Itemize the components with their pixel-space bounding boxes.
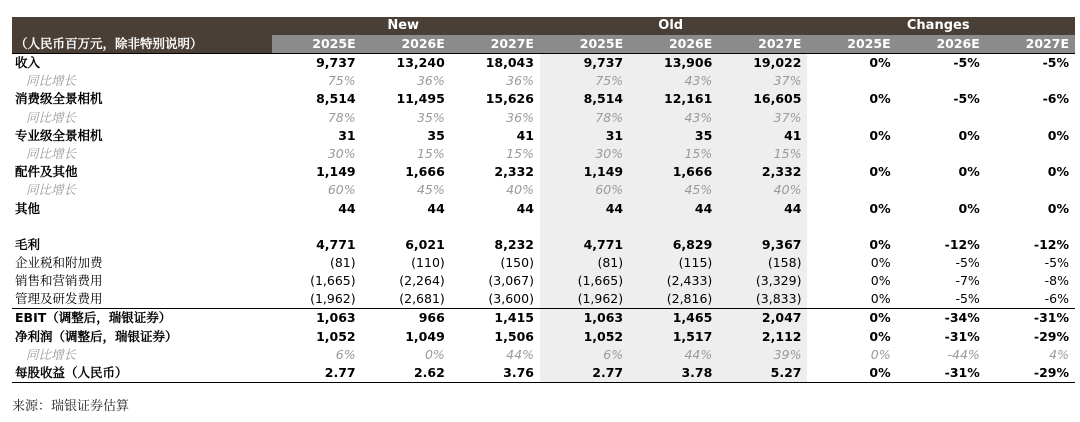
table-cell: 43% — [629, 72, 718, 90]
table-cell: (1,962) — [540, 290, 629, 309]
table-cell: 2.77 — [272, 364, 361, 383]
table-cell: 1,517 — [629, 327, 718, 345]
table-cell: 44 — [629, 200, 718, 218]
table-cell — [897, 181, 986, 199]
table-cell: 1,506 — [494, 328, 534, 344]
table-cell: -31% — [944, 328, 980, 344]
table-cell: 30% — [327, 146, 356, 162]
table-cell: 0% — [870, 291, 891, 307]
table-cell — [897, 145, 986, 163]
table-cell: 4,771 — [540, 236, 629, 254]
year-header: 2025E — [540, 35, 629, 54]
year-header: 2026E — [629, 35, 718, 54]
table-cell: 19,022 — [718, 54, 807, 73]
group-header-row — [12, 17, 1075, 35]
year-header: 2027E — [986, 35, 1075, 54]
table-cell: 0% — [807, 309, 896, 328]
table-cell — [986, 145, 1075, 163]
table-cell: 16,605 — [718, 90, 807, 108]
row-label: 同比增长 — [26, 73, 77, 89]
table-cell: 31 — [540, 127, 629, 145]
row-label: 消费级全景相机 — [15, 91, 103, 107]
table-cell: 11,495 — [396, 91, 445, 107]
table-cell: 1,052 — [540, 327, 629, 345]
table-cell: 36% — [506, 109, 534, 125]
table-cell: -6% — [1044, 291, 1069, 307]
source-note: 来源：瑞银证券估算 — [12, 399, 130, 414]
table-cell — [897, 72, 986, 90]
table-cell: 75% — [327, 73, 356, 89]
table-cell: 1,063 — [272, 309, 361, 328]
row-label: 专业级全景相机 — [15, 127, 103, 143]
table-cell: 35 — [427, 127, 445, 143]
table-cell: 1,149 — [540, 163, 629, 181]
table-cell: 44 — [427, 200, 445, 216]
row-label: 同比增长 — [26, 346, 77, 362]
table-cell: (1,665) — [540, 272, 629, 290]
table-cell: 0% — [869, 127, 891, 143]
table-cell: 18,043 — [451, 54, 540, 73]
table-cell: 15% — [718, 145, 807, 163]
table-cell: 60% — [327, 182, 356, 198]
table-cell: 1,063 — [540, 309, 629, 328]
table-cell: 44 — [540, 200, 629, 218]
table-cell: 0% — [1047, 200, 1069, 216]
table-cell: -31% — [986, 309, 1075, 328]
table-cell: 3.78 — [629, 364, 718, 383]
table-cell — [897, 218, 986, 236]
row-label — [12, 218, 272, 236]
table-cell: 41 — [718, 127, 807, 145]
table-row — [12, 200, 1075, 218]
year-header: 2027E — [718, 35, 807, 54]
table-cell: (81) — [540, 254, 629, 272]
table-cell: 2.77 — [540, 364, 629, 383]
table-cell: (3,329) — [718, 272, 807, 290]
table-cell — [986, 218, 1075, 236]
table-row — [12, 109, 1075, 127]
table-cell: 41 — [516, 127, 534, 143]
table-cell: 1,666 — [629, 163, 718, 181]
table-cell: 0% — [807, 364, 896, 383]
table-row — [12, 290, 1075, 309]
row-label: 销售和营销费用 — [15, 273, 103, 289]
table-cell: 36% — [416, 73, 445, 89]
table-cell: 1,049 — [405, 328, 445, 344]
table-cell: 0% — [807, 54, 896, 73]
row-label: 其他 — [15, 200, 41, 216]
table-cell: 966 — [362, 309, 451, 328]
table-row — [12, 181, 1075, 199]
table-cell: -12% — [1033, 236, 1069, 252]
table-cell: 40% — [718, 181, 807, 199]
row-label: 管理及研发费用 — [15, 291, 103, 307]
table-cell: 60% — [540, 181, 629, 199]
row-label: 同比增长 — [26, 146, 77, 162]
table-cell: -31% — [897, 364, 986, 383]
table-cell: 15% — [506, 146, 534, 162]
table-cell: 15,626 — [485, 91, 534, 107]
table-cell: -5% — [986, 54, 1075, 73]
table-cell — [897, 109, 986, 127]
group-header-old: Old — [540, 17, 808, 35]
table-cell: (81) — [329, 255, 356, 271]
table-cell — [986, 72, 1075, 90]
table-cell: 2,112 — [718, 327, 807, 345]
table-cell: -29% — [986, 364, 1075, 383]
row-label: 同比增长 — [26, 182, 77, 198]
table-row — [12, 163, 1075, 181]
table-cell: 44 — [338, 200, 356, 216]
table-cell: 8,514 — [540, 90, 629, 108]
table-cell: (3,067) — [488, 273, 534, 289]
table-cell: -5% — [955, 291, 980, 307]
table-cell: 0% — [958, 200, 980, 216]
table-cell — [807, 145, 896, 163]
year-header: 2026E — [362, 35, 451, 54]
table-cell: 44 — [718, 200, 807, 218]
row-label: 企业税和附加费 — [15, 255, 103, 271]
table-cell: (2,433) — [629, 272, 718, 290]
table-cell: 13,240 — [362, 54, 451, 73]
table-cell: 5.27 — [718, 364, 807, 383]
table-cell: 0% — [869, 91, 891, 107]
table-cell — [986, 109, 1075, 127]
table-cell — [362, 218, 451, 236]
table-cell: 35 — [629, 127, 718, 145]
table-cell: 6,829 — [629, 236, 718, 254]
table-cell: 44 — [516, 200, 534, 216]
table-cell — [807, 181, 896, 199]
table-cell: 78% — [327, 109, 356, 125]
table-row — [12, 54, 1075, 73]
table-cell: (3,600) — [488, 291, 534, 307]
row-label: 每股收益（人民币） — [12, 364, 272, 383]
table-cell — [272, 218, 361, 236]
table-cell: 44% — [629, 346, 718, 364]
table-cell: 4% — [1049, 346, 1069, 362]
table-cell: 8,232 — [494, 236, 534, 252]
table-cell: 0% — [869, 328, 891, 344]
table-cell: 6% — [335, 346, 356, 362]
table-cell: 0% — [1047, 164, 1069, 180]
table-cell — [451, 218, 540, 236]
table-cell: 39% — [718, 346, 807, 364]
table-cell: 9,737 — [272, 54, 361, 73]
table-cell: (115) — [629, 254, 718, 272]
group-header-changes: Changes — [807, 17, 1075, 35]
table-cell: 0% — [958, 127, 980, 143]
table-row — [12, 145, 1075, 163]
table-cell: 78% — [540, 109, 629, 127]
table-cell: 75% — [540, 72, 629, 90]
table-cell: -44% — [947, 346, 980, 362]
table-cell: -6% — [1042, 91, 1069, 107]
table-cell: 15% — [416, 146, 445, 162]
table-cell: -12% — [944, 236, 980, 252]
table-cell: -29% — [1033, 328, 1069, 344]
table-cell: 45% — [416, 182, 445, 198]
table-cell: -34% — [897, 309, 986, 328]
group-header-new: New — [272, 17, 540, 35]
table-cell — [807, 109, 896, 127]
table-cell: -5% — [897, 54, 986, 73]
table-cell: 40% — [506, 182, 534, 198]
row-label: 同比增长 — [26, 109, 77, 125]
table-cell — [807, 218, 896, 236]
row-label: 净利润（调整后，瑞银证券） — [15, 328, 178, 344]
table-row — [12, 236, 1075, 254]
table-cell: 44% — [506, 346, 534, 362]
table-cell: (2,681) — [399, 291, 445, 307]
table-cell: -8% — [1044, 273, 1069, 289]
table-cell: 0% — [1047, 127, 1069, 143]
table-cell: 2,332 — [494, 164, 534, 180]
table-cell — [807, 72, 896, 90]
forecast-changes-table — [12, 17, 1075, 383]
table-cell: 43% — [629, 109, 718, 127]
table-cell: 1,415 — [451, 309, 540, 328]
table-cell: 0% — [869, 236, 891, 252]
table-cell: (3,833) — [718, 290, 807, 309]
table-cell: 9,737 — [540, 54, 629, 73]
table-cell: 8,514 — [316, 91, 356, 107]
table-cell: 6,021 — [405, 236, 445, 252]
table-cell: 2,047 — [718, 309, 807, 328]
table-cell: 30% — [540, 145, 629, 163]
table-cell: 37% — [718, 109, 807, 127]
table-cell: 9,367 — [718, 236, 807, 254]
table-row — [12, 327, 1075, 345]
table-row — [12, 90, 1075, 108]
table-cell: (1,962) — [310, 291, 356, 307]
table-cell: 0% — [424, 346, 445, 362]
table-row — [12, 309, 1075, 328]
table-cell: 12,161 — [629, 90, 718, 108]
table-cell: 0% — [870, 346, 891, 362]
table-cell: -5% — [955, 255, 980, 271]
table-cell: 1,149 — [316, 164, 356, 180]
table-cell: 0% — [958, 164, 980, 180]
table-cell: 15% — [629, 145, 718, 163]
unit-label: （人民币百万元，除非特别说明） — [12, 35, 272, 54]
table-cell: 0% — [870, 273, 891, 289]
table-cell: 0% — [869, 200, 891, 216]
year-header-row — [12, 35, 1075, 54]
table-cell — [986, 181, 1075, 199]
table-cell: (158) — [718, 254, 807, 272]
table-cell: 31 — [338, 127, 356, 143]
table-row — [12, 127, 1075, 145]
table-cell: 1,666 — [405, 164, 445, 180]
year-header: 2025E — [807, 35, 896, 54]
table-cell: (110) — [411, 255, 445, 271]
table-cell: 3.76 — [451, 364, 540, 383]
table-cell: (1,665) — [310, 273, 356, 289]
table-cell: (2,816) — [629, 290, 718, 309]
table-cell: 37% — [718, 72, 807, 90]
group-header-blank — [12, 17, 272, 35]
table-cell: 0% — [870, 255, 891, 271]
year-header: 2027E — [451, 35, 540, 54]
table-row — [12, 254, 1075, 272]
row-label: 收入 — [12, 54, 272, 73]
table-cell: 36% — [506, 73, 534, 89]
year-header: 2025E — [272, 35, 361, 54]
table-cell: -5% — [953, 91, 980, 107]
table-cell: 45% — [629, 181, 718, 199]
table-cell — [718, 218, 807, 236]
row-label: 毛利 — [15, 236, 41, 252]
row-label: 配件及其他 — [15, 164, 78, 180]
row-label: EBIT（调整后，瑞银证券） — [12, 309, 272, 328]
table-row — [12, 72, 1075, 90]
table-cell: 6% — [540, 346, 629, 364]
table-row — [12, 218, 1075, 236]
table-cell: 13,906 — [629, 54, 718, 73]
table-row — [12, 346, 1075, 364]
table-row — [12, 364, 1075, 383]
table-cell: 2.62 — [362, 364, 451, 383]
table-cell: 1,465 — [629, 309, 718, 328]
table-cell: 0% — [869, 164, 891, 180]
table-cell: (2,264) — [399, 273, 445, 289]
table-cell — [540, 218, 629, 236]
table-cell — [629, 218, 718, 236]
year-header: 2026E — [897, 35, 986, 54]
table-cell: (150) — [500, 255, 534, 271]
table-cell: 2,332 — [718, 163, 807, 181]
table-cell: -5% — [1044, 255, 1069, 271]
table-cell: -7% — [955, 273, 980, 289]
table-cell: 4,771 — [316, 236, 356, 252]
table-cell: 35% — [416, 109, 445, 125]
table-cell: 1,052 — [316, 328, 356, 344]
table-row — [12, 272, 1075, 290]
